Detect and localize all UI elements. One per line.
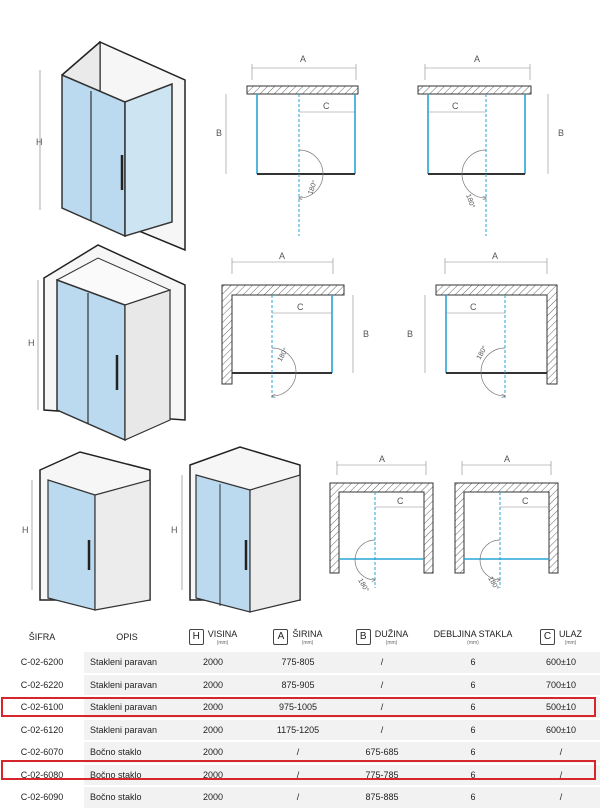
- product-view-niche-enclosure: [28, 245, 185, 440]
- entrance-label: C: [522, 496, 529, 506]
- header-glass-thickness: DEBLJINA STAKLA (mm): [433, 628, 513, 646]
- cell-code: C-02-6200: [0, 652, 84, 674]
- cell-width: /: [256, 741, 340, 764]
- header-height: H VISINA (mm): [170, 622, 256, 652]
- length-label: B: [216, 128, 223, 138]
- cell-length: /: [340, 696, 424, 719]
- entrance-label: C: [323, 101, 330, 111]
- cell-description: Stakleni paravan: [84, 719, 170, 742]
- product-view-sliding-niche: [171, 447, 300, 612]
- entrance-label: C: [470, 302, 477, 312]
- width-label: A: [492, 251, 499, 261]
- cell-description: Bočno staklo: [84, 764, 170, 787]
- cell-height: 2000: [170, 741, 256, 764]
- product-view-corner-enclosure: [36, 42, 185, 250]
- plan-view-3: [222, 251, 369, 400]
- table-row: [0, 696, 600, 719]
- height-label: H: [22, 525, 29, 535]
- width-icon: A: [273, 629, 288, 645]
- cell-height: 2000: [170, 674, 256, 697]
- cell-description: Bočno staklo: [84, 741, 170, 764]
- height-icon: H: [189, 629, 204, 645]
- cell-entrance: /: [522, 764, 600, 787]
- angle-label: 180°: [276, 346, 290, 363]
- cell-width: 875-905: [256, 674, 340, 697]
- width-label: A: [279, 251, 286, 261]
- cell-height: 2000: [170, 786, 256, 809]
- width-label: A: [474, 54, 481, 64]
- cell-description: Bočno staklo: [84, 786, 170, 809]
- cell-height: 2000: [170, 764, 256, 787]
- cell-description: Stakleni paravan: [84, 674, 170, 697]
- cell-height: 2000: [170, 652, 256, 674]
- table-row: [0, 652, 600, 674]
- cell-entrance: /: [522, 741, 600, 764]
- entrance-label: C: [397, 496, 404, 506]
- table-row: [0, 786, 600, 809]
- product-view-door-niche: [22, 452, 150, 610]
- table-row: [0, 674, 600, 697]
- cell-code: C-02-6100: [0, 696, 84, 719]
- cell-glass: 6: [424, 696, 522, 719]
- width-label: A: [504, 454, 511, 464]
- cell-code: C-02-6070: [0, 741, 84, 764]
- cell-width: 975-1005: [256, 696, 340, 719]
- height-label: H: [28, 338, 35, 348]
- header-description: OPIS: [116, 632, 138, 642]
- cell-entrance: 700±10: [522, 674, 600, 697]
- header-width: A ŠIRINA (mm): [256, 622, 340, 652]
- cell-description: Stakleni paravan: [84, 696, 170, 719]
- header-entrance: C ULAZ (mm): [522, 622, 600, 652]
- cell-glass: 6: [424, 764, 522, 787]
- plan-view-1: [216, 54, 358, 236]
- entrance-label: C: [297, 302, 304, 312]
- plan-view-4: [407, 251, 557, 400]
- cell-width: /: [256, 786, 340, 809]
- header-length: B DUŽINA (mm): [340, 622, 424, 652]
- cell-height: 2000: [170, 696, 256, 719]
- entrance-label: C: [452, 101, 459, 111]
- plan-view-6: [455, 454, 558, 592]
- cell-glass: 6: [424, 674, 522, 697]
- plan-view-2: [418, 54, 564, 236]
- table-row: [0, 741, 600, 764]
- angle-label: 180°: [356, 577, 370, 594]
- length-icon: B: [356, 629, 371, 645]
- cell-length: /: [340, 719, 424, 742]
- plan-view-5: [330, 454, 433, 594]
- entrance-icon: C: [540, 629, 555, 645]
- header-code: ŠIFRA: [28, 632, 56, 642]
- length-label: B: [363, 329, 370, 339]
- cell-width: 1175-1205: [256, 719, 340, 742]
- cell-height: 2000: [170, 719, 256, 742]
- angle-label: 180°: [464, 193, 476, 210]
- angle-label: 180°: [486, 575, 500, 592]
- table-row: [0, 719, 600, 742]
- cell-code: C-02-6090: [0, 786, 84, 809]
- cell-glass: 6: [424, 652, 522, 674]
- height-label: H: [171, 525, 178, 535]
- cell-length: 675-685: [340, 741, 424, 764]
- cell-length: /: [340, 652, 424, 674]
- table-row: [0, 764, 600, 787]
- width-label: A: [300, 54, 307, 64]
- cell-glass: 6: [424, 719, 522, 742]
- cell-entrance: /: [522, 786, 600, 809]
- length-label: B: [407, 329, 414, 339]
- width-label: A: [379, 454, 386, 464]
- cell-code: C-02-6080: [0, 764, 84, 787]
- height-label: H: [36, 137, 43, 147]
- angle-label: 180°: [475, 344, 489, 361]
- cell-length: 775-785: [340, 764, 424, 787]
- cell-width: /: [256, 764, 340, 787]
- cell-glass: 6: [424, 786, 522, 809]
- cell-width: 775-805: [256, 652, 340, 674]
- cell-code: C-02-6120: [0, 719, 84, 742]
- cell-description: Stakleni paravan: [84, 652, 170, 674]
- cell-code: C-02-6220: [0, 674, 84, 697]
- length-label: B: [558, 128, 565, 138]
- cell-entrance: 500±10: [522, 696, 600, 719]
- cell-entrance: 600±10: [522, 652, 600, 674]
- cell-entrance: 600±10: [522, 719, 600, 742]
- cell-length: /: [340, 674, 424, 697]
- spec-table: [0, 622, 600, 810]
- angle-label: 180°: [307, 179, 319, 196]
- cell-glass: 6: [424, 741, 522, 764]
- cell-length: 875-885: [340, 786, 424, 809]
- table-header-row: [0, 622, 600, 652]
